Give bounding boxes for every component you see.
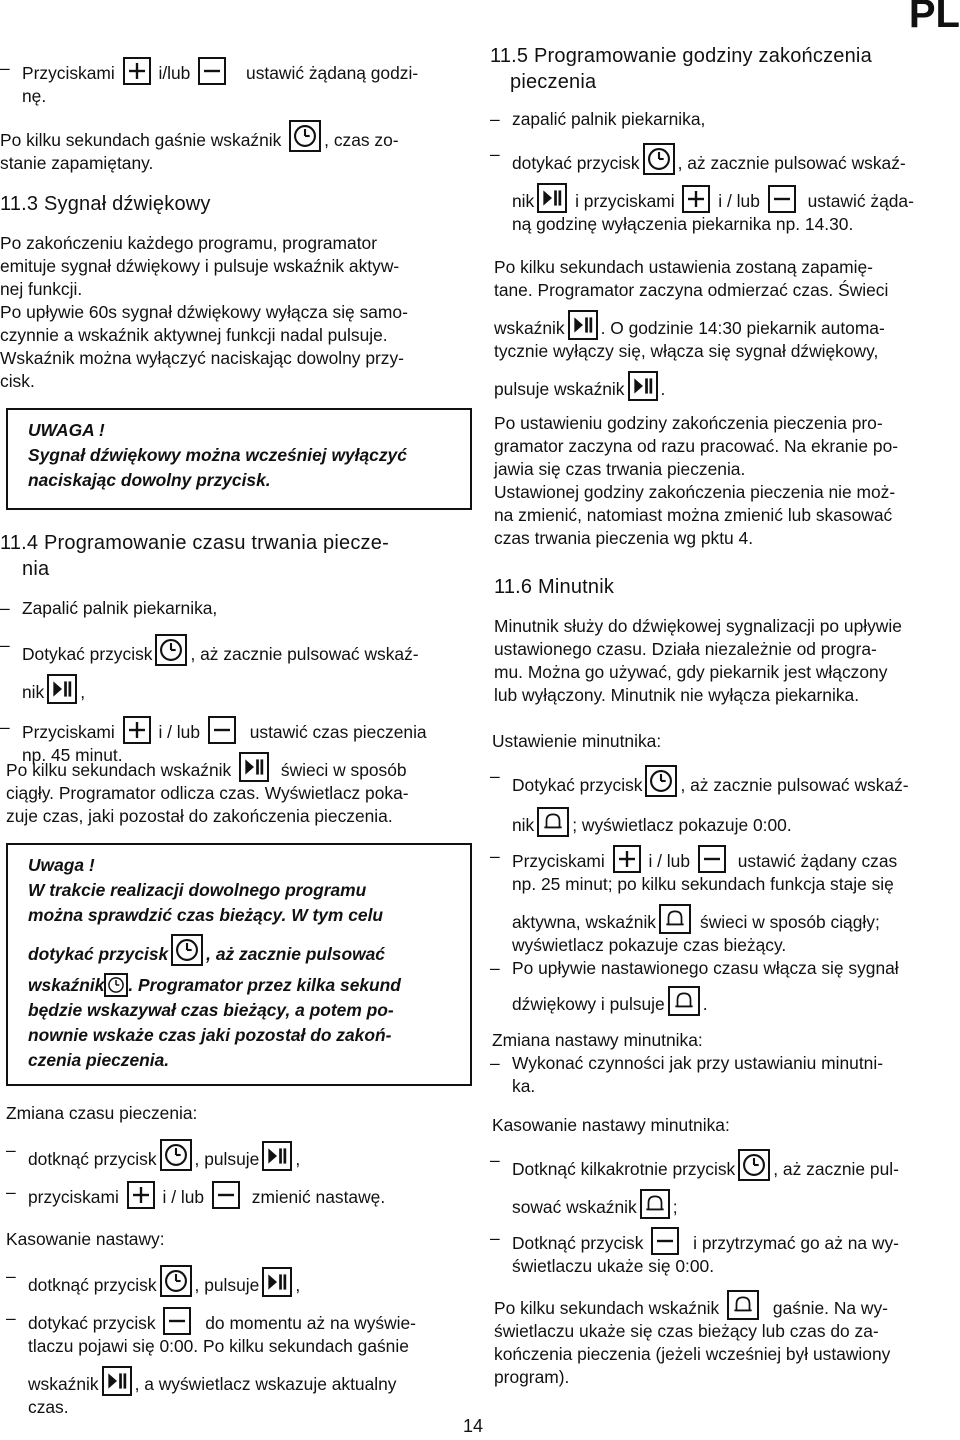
text: , aż zacznie pulsować wskaź-: [680, 775, 909, 795]
text: lub wyłączony. Minutnik nie wyłącza piekarnika.: [494, 685, 860, 705]
warning-title: UWAGA !: [28, 420, 105, 440]
text: 11.4 Programowanie czasu trwania piecze-: [0, 532, 389, 554]
text: świetlaczu ukaże się 0:00.: [512, 1256, 715, 1276]
text: Wskaźnik można wyłączyć naciskając dowolny przy-: [0, 348, 404, 368]
text: ustawić czas pieczenia: [249, 722, 427, 742]
text: Dotykać przycisk: [512, 775, 643, 795]
text: ną godzinę wyłączenia piekarnika np. 14.30.: [512, 214, 854, 234]
section-title-11-6: 11.6 Minutnik: [494, 576, 615, 598]
text: czas.: [28, 1397, 69, 1417]
text: . O godzinie 14:30 piekarnik automa-: [600, 318, 885, 338]
play-pause-icon: [262, 1267, 292, 1297]
minus-icon: [208, 716, 236, 744]
text: przyciskami: [28, 1187, 119, 1207]
text: 11.5 Programowanie godziny zakończenia: [490, 45, 872, 67]
plus-icon: [127, 1181, 155, 1209]
text: Po kilku sekundach wskaźnik: [6, 760, 232, 780]
warning-box-1: [6, 408, 472, 510]
list-item: – zapalić palnik piekarnika,: [490, 108, 960, 131]
text: dotknąć przycisk: [28, 1149, 157, 1169]
text: Dotknąć kilkakrotnie przycisk: [512, 1159, 736, 1179]
text: świeci w sposób: [280, 760, 407, 780]
play-pause-icon: [239, 752, 269, 782]
bell-icon: [668, 986, 700, 1016]
paragraph-11-3: [0, 232, 472, 393]
text: ustawić żądaną godzi-: [246, 63, 419, 83]
text: świeci w sposób ciągły;: [700, 912, 880, 932]
text: Po kilku sekundach gaśnie wskaźnik: [0, 130, 282, 150]
timer-change-section: [490, 1029, 960, 1098]
text: Ustawionej godziny zakończenia pieczenia nie moż-: [494, 482, 896, 502]
text: i / lub: [162, 1187, 205, 1207]
steps-11-5: [490, 108, 960, 236]
text: Po kilku sekundach wskaźnik: [494, 1298, 720, 1318]
section-title-11-4: [0, 530, 472, 582]
clock-icon: [160, 1139, 192, 1171]
text: zmienić nastawę.: [251, 1187, 386, 1207]
plus-icon: [682, 185, 710, 213]
text: Minutnik służy do dźwiękowej sygnalizacji po upływie: [494, 616, 902, 636]
text: ciągły. Programator odlicza czas. Wyświetlacz poka-: [6, 783, 409, 803]
text: ;: [672, 1197, 678, 1217]
text: Przyciskami: [22, 63, 115, 83]
play-pause-icon: [102, 1366, 132, 1396]
bell-icon: [727, 1290, 759, 1320]
text: tlaczu pojawi się 0:00. Po kilku sekundach gaśnie: [28, 1336, 409, 1356]
text: ,: [295, 1275, 301, 1295]
minus-icon: [198, 57, 226, 85]
text: Sygnał dźwiękowy można wcześniej wyłączyć: [28, 445, 407, 465]
cancel-setting-section: [6, 1228, 472, 1419]
play-pause-icon: [568, 310, 598, 340]
text: czynnie a wskaźnik aktywnej funkcji nadal pulsuje.: [0, 325, 388, 345]
text: dotykać przycisk: [512, 153, 640, 173]
text: – Wykonać czynności jak przy ustawianiu minutni-: [490, 1052, 960, 1075]
plus-icon: [123, 716, 151, 744]
text: , pulsuje: [194, 1275, 260, 1295]
bell-icon: [659, 904, 691, 934]
text: .: [660, 379, 666, 399]
text: i / lub: [648, 851, 691, 871]
page-number: 14: [463, 1416, 484, 1436]
text: świetlaczu ukaże się czas bieżący lub czas do za-: [494, 1321, 879, 1341]
text: czenia pieczenia.: [28, 1050, 170, 1070]
paragraph-11-6: [494, 615, 960, 707]
text: – Po upływie nastawionego czasu włącza się sygnał: [490, 957, 960, 980]
paragraph-after-11-4: [6, 752, 472, 828]
text: nej funkcji.: [0, 279, 83, 299]
play-pause-icon: [262, 1141, 292, 1171]
clock-icon: [643, 143, 675, 175]
section-title-11-5: [490, 43, 960, 95]
play-pause-icon: [47, 674, 77, 704]
text: , aż zacznie pul-: [773, 1159, 899, 1179]
text: do momentu aż na wyświe-: [205, 1313, 416, 1333]
text: , a wyświetlacz wskazuje aktualny: [134, 1374, 397, 1394]
text: cisk.: [0, 371, 35, 391]
text: ustawionego czasu. Działa niezależnie od progra-: [494, 639, 877, 659]
subheading: Kasowanie nastawy:: [6, 1229, 165, 1249]
text: ustawić żąda-: [807, 191, 914, 211]
subheading: Ustawienie minutnika:: [492, 731, 662, 751]
change-time-section: [6, 1102, 472, 1209]
text: np. 25 minut; po kilku sekundach funkcja staje się: [512, 874, 894, 894]
text: dźwiękowy i pulsuje: [512, 994, 665, 1014]
text: dotknąć przycisk: [28, 1275, 157, 1295]
text: nik: [512, 191, 535, 211]
text: tane. Programator zaczyna odmierzać czas. Świeci: [494, 280, 889, 300]
text: ,: [295, 1149, 301, 1169]
text: i / lub: [158, 722, 201, 742]
text: nik: [512, 815, 535, 835]
text: na zmienić, natomiast można zmienić lub skasować: [494, 505, 893, 525]
text: , czas zo-: [324, 130, 399, 150]
text: zuje czas, jaki pozostał do zakończenia pieczenia.: [6, 806, 393, 826]
text: Po kilku sekundach ustawienia zostaną zapamię-: [494, 257, 873, 277]
section-title-11-3: 11.3 Sygnał dźwiękowy: [0, 193, 211, 215]
clock-icon: [160, 1265, 192, 1297]
text: Po upływie 60s sygnał dźwiękowy wyłącza się samo-: [0, 302, 408, 322]
intro-paragraph: [0, 120, 472, 175]
text: i / lub: [718, 191, 760, 211]
text: i/lub: [158, 63, 191, 83]
text: Przyciskami: [22, 722, 115, 742]
text: tycznie wyłączy się, włącza się sygnał dźwiękowy,: [494, 341, 879, 361]
text: pieczenia: [510, 71, 597, 93]
text: nik: [22, 682, 45, 702]
play-pause-icon: [537, 183, 567, 213]
text: czas trwania pieczenia wg pktu 4.: [494, 528, 754, 548]
text: gaśnie. Na wy-: [772, 1298, 888, 1318]
text: , aż zacznie pulsować: [206, 944, 385, 964]
steps-11-4: [0, 597, 472, 767]
text: można sprawdzić czas bieżący. W tym celu: [28, 905, 384, 925]
subheading: Zmiana nastawy minutnika:: [492, 1030, 703, 1050]
text: ,: [80, 682, 86, 702]
text: dotykać przycisk: [28, 1313, 156, 1333]
text: stanie zapamiętany.: [0, 153, 154, 173]
text: będzie wskazywał czas bieżący, a potem po-: [28, 1000, 394, 1020]
subheading: Kasowanie nastawy minutnika:: [492, 1115, 730, 1135]
text: nia: [22, 558, 50, 580]
text: aktywna, wskaźnik: [512, 912, 657, 932]
text: nę.: [22, 86, 47, 106]
clock-icon: [155, 634, 187, 666]
warning-box-2: [6, 843, 472, 1086]
plus-icon: [613, 845, 641, 873]
text: mu. Można go używać, gdy piekarnik jest włączony: [494, 662, 888, 682]
timer-setting-section: [490, 730, 960, 1016]
text: Po zakończeniu każdego programu, programator: [0, 233, 378, 253]
minus-icon: [768, 185, 796, 213]
bell-icon: [537, 807, 569, 837]
text: wyświetlacz pokazuje czas bieżący.: [512, 935, 787, 955]
text: W trakcie realizacji dowolnego programu: [28, 880, 367, 900]
plus-icon: [123, 57, 151, 85]
paragraph-11-5-b: [494, 412, 960, 550]
bell-icon: [640, 1189, 670, 1219]
text: kończenia pieczenia (jeżeli wcześniej był ustawiony: [494, 1344, 891, 1364]
minus-icon: [212, 1181, 240, 1209]
clock-icon: [104, 973, 128, 997]
text: pulsuje wskaźnik: [494, 379, 625, 399]
text: emituje sygnał dźwiękowy i pulsuje wskaźnik aktyw-: [0, 256, 400, 276]
text: program).: [494, 1367, 570, 1387]
warning-title: Uwaga !: [28, 855, 95, 875]
text: sować wskaźnik: [512, 1197, 637, 1217]
text: wskaźnik: [28, 1374, 99, 1394]
text: wskaźnik: [28, 975, 105, 995]
text: , pulsuje: [194, 1149, 260, 1169]
text: gramator zaczyna od razu pracować. Na ekranie po-: [494, 436, 899, 456]
minus-icon: [651, 1227, 679, 1255]
text: dotykać przycisk: [28, 944, 169, 964]
text: Po ustawieniu godziny zakończenia pieczenia pro-: [494, 413, 883, 433]
text: naciskając dowolny przycisk.: [28, 470, 271, 490]
text: i przytrzymać go aż na wy-: [693, 1233, 899, 1253]
text: ; wyświetlacz pokazuje 0:00.: [572, 815, 792, 835]
text: Przyciskami: [512, 851, 605, 871]
subheading: Zmiana czasu pieczenia:: [6, 1103, 198, 1123]
text: np. 45 minut.: [22, 745, 123, 765]
timer-final-paragraph: [494, 1290, 960, 1389]
paragraph-11-5-a: [494, 256, 960, 401]
text: wskaźnik: [494, 318, 565, 338]
text: Dotknąć przycisk: [512, 1233, 644, 1253]
clock-icon: [289, 120, 321, 152]
text: i przyciskami: [575, 191, 675, 211]
text: Dotykać przycisk: [22, 644, 153, 664]
text: , aż zacznie pulsować wskaź-: [677, 153, 906, 173]
clock-icon: [738, 1149, 770, 1181]
clock-icon: [171, 934, 203, 966]
text: jawia się czas trwania pieczenia.: [494, 459, 746, 479]
text: ustawić żądany czas: [737, 851, 898, 871]
intro-step: [0, 57, 472, 108]
clock-icon: [645, 765, 677, 797]
list-item: – Zapalić palnik piekarnika,: [0, 597, 472, 620]
text: ka.: [512, 1076, 536, 1096]
minus-icon: [163, 1307, 191, 1335]
language-code: PL: [908, 0, 960, 36]
text: . Programator przez kilka sekund: [128, 975, 401, 995]
text: .: [702, 994, 708, 1014]
play-pause-icon: [628, 371, 658, 401]
text: nownie wskaże czas jaki pozostał do zakoń-: [28, 1025, 392, 1045]
timer-cancel-section: [490, 1114, 960, 1278]
text: , aż zacznie pulsować wskaź-: [190, 644, 419, 664]
minus-icon: [698, 845, 726, 873]
